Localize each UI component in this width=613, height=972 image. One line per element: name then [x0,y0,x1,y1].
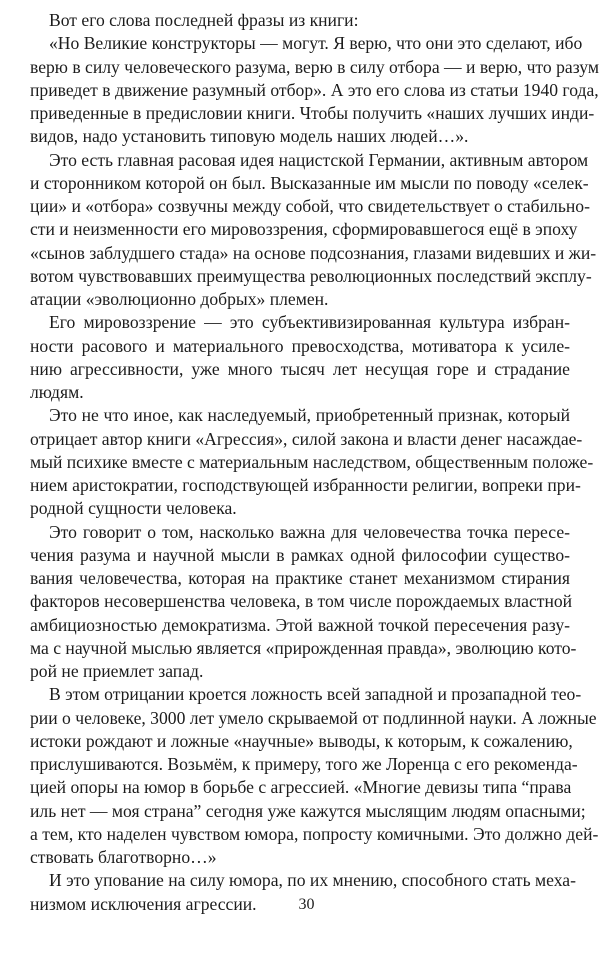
text-line: Это есть главная расовая идея нацистской Германии, активным автором [49,149,589,170]
text-line: а тем, кто наделен чувством юмора, попросту комичными. Это должно дей- [30,823,599,844]
text-line: «Но Великие конструкторы — могут. Я верю, что они это сделают, ибо [49,33,583,54]
paragraph [30,404,594,520]
text-line: факторов несовершенства человека, в том числе порождаемых властной [30,591,573,612]
paragraph [30,311,570,404]
text-line: И это упование на силу юмора, по их мнению, способного стать меха- [49,870,576,891]
text-line: атации «эволюционно добрых» племен. [30,289,329,309]
paragraph [30,683,599,869]
text-line: Вот его слова последней фразы из книги: [49,10,359,30]
text-line: приведет в движение разумный отбор». А это его слова из статьи 1940 года, [30,79,599,100]
text-line: людям. [30,382,84,402]
text-line: Его мировоззрение — это субъективизированная культура избран- [49,312,570,333]
paragraph [30,9,570,32]
page-number: 30 [298,896,315,913]
text-line: сти и неизменности его мировоззрения, сформировавшегося ещё в эпоху [30,219,578,240]
paragraph [30,521,577,684]
text-line: вотом чувствовавших преимущества революционных последствий эксплу- [30,265,592,286]
text-line: низмом исключения агрессии. [30,893,257,914]
text-line: В этом отрицании кроется ложность всей западной и прозападной тео- [49,684,582,705]
text-line: ции» и «отбора» созвучны между собой, что свидетельствует о стабильно- [30,196,590,216]
text-line: верю в силу человеческого разума, верю в силу отбора — и верю, что разум [30,56,599,77]
text-line: нию агрессивности, уже много тысяч лет несущая горе и страдание [30,358,570,379]
text-line: приведенные в предисловии книги. Чтобы получить «наших лучших инди- [30,103,595,123]
text-line: чения разума и научной мысли в рамках одной философии существо- [30,544,570,565]
text-line: иль нет — моя страна” сегодня уже кажутся мыслящим людям опасными; [30,800,586,821]
text-body [30,9,599,916]
text-line: ма с научной мыслью является «прирожденная правда», эволюцию кото- [30,637,577,658]
text-line: вания человечества, которая на практике станет механизмом стирания [30,568,570,588]
text-line: нием аристократии, господствующей избранности религии, вопреки при- [30,475,581,495]
paragraph [30,149,597,312]
text-line: Это говорит о том, насколько важна для человечества точка пересе- [49,521,570,542]
text-line: амбициозностью демократизма. Этой важной точкой пересечения разу- [30,614,570,635]
text-line: истоки рождают и ложные «научные» выводы, к которым, к сожалению, [30,730,573,751]
text-line: Это не что иное, как наследуемый, приобретенный признак, который [49,405,570,426]
text-line: видов, надо установить типовую модель наших людей…». [30,126,469,147]
text-line: прислушиваются. Возьмём, к примеру, того же Лоренца с его рекоменда- [30,754,578,774]
text-line: цией опоры на юмор в борьбе с агрессией. «Многие девизы типа “права [30,777,572,798]
paragraph [30,32,599,148]
text-line: «сынов заблудшего стада» на основе подсознания, глазами видевших и жи- [30,242,597,263]
text-line: рии о человеке, 3000 лет умело скрываемой от подлинной науки. А ложные [30,707,597,728]
text-line: рой не приемлет запад. [30,661,204,681]
text-line: отрицает автор книги «Агрессия», силой закона и власти денег насаждае- [30,428,583,449]
text-line: мый психике вместе с материальным наследством, общественным положе- [30,451,594,472]
text-line: и сторонником которой он был. Высказанные им мысли по поводу «селек- [30,172,589,193]
text-line: ствовать благотворно…» [30,847,217,867]
text-line: ности расового и материального превосходства, мотиватора к усиле- [30,335,570,356]
text-line: родной сущности человека. [30,498,237,519]
